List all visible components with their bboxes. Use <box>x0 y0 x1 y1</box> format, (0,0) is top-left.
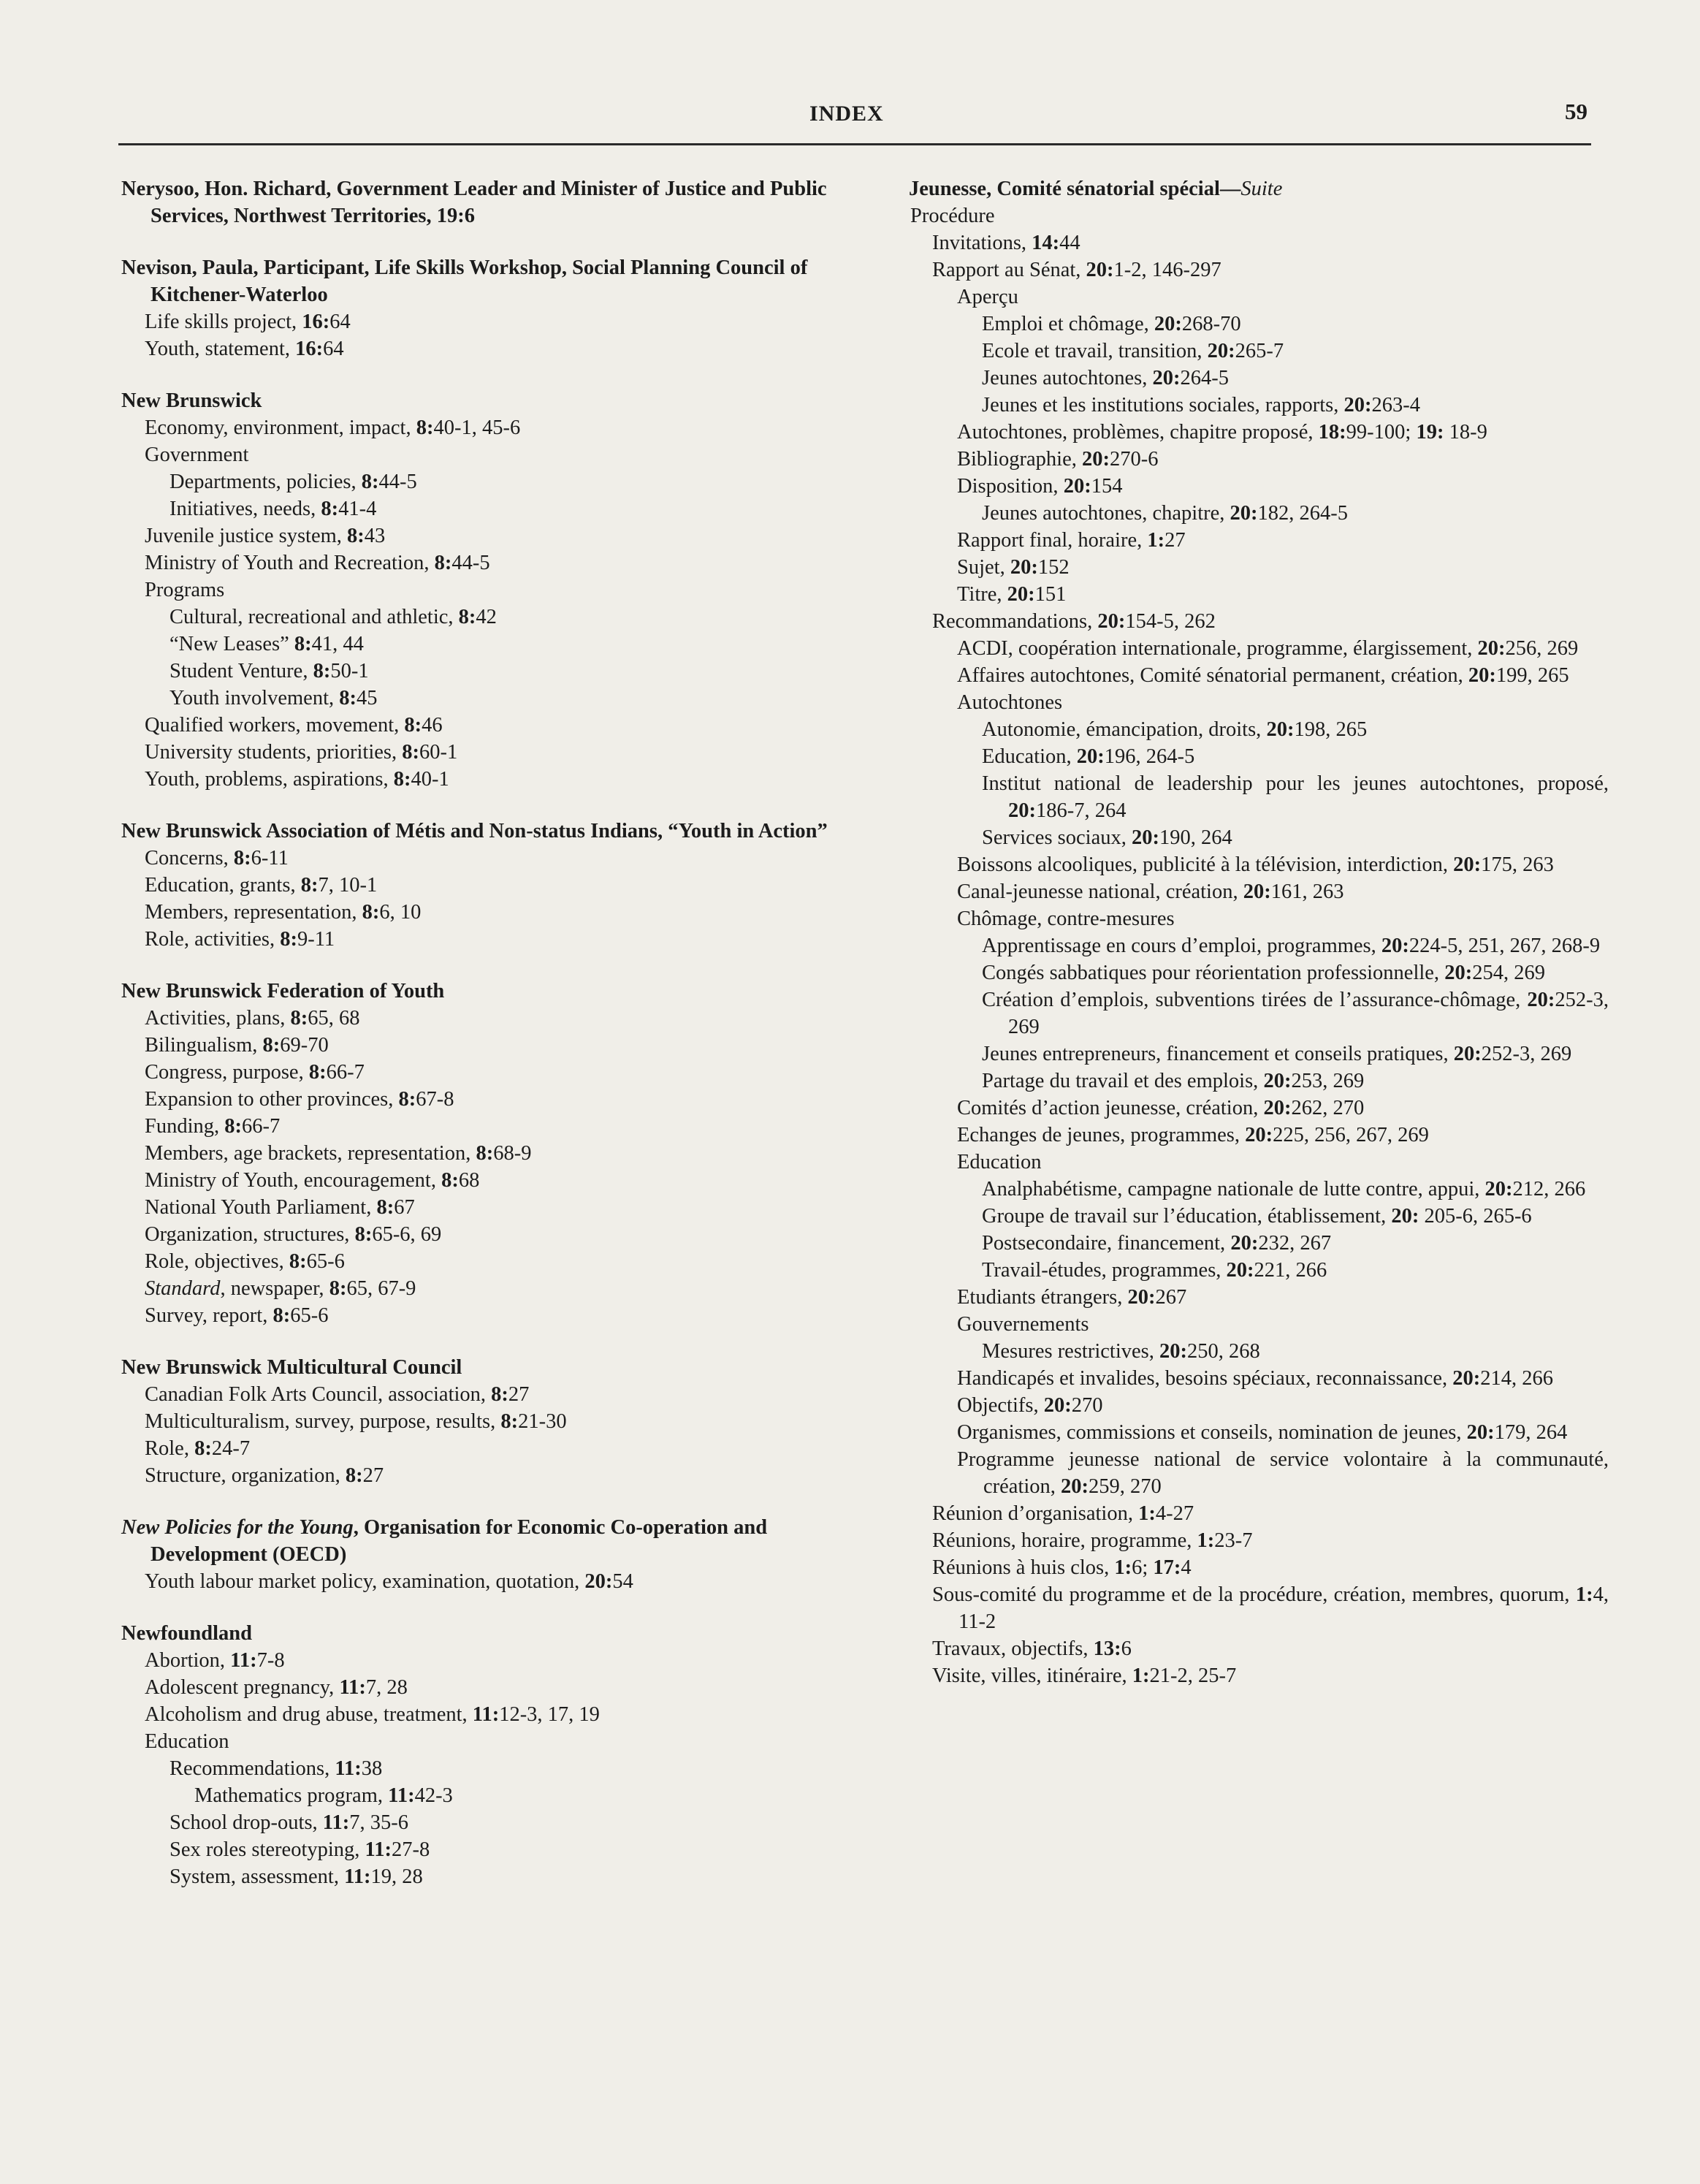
entry-heading: New Brunswick <box>121 389 262 412</box>
subentry: Autonomie, émancipation, droits, 20:198, 265 <box>982 718 1368 741</box>
subentry <box>909 986 1609 1040</box>
subentry: Procédure <box>910 205 995 227</box>
subentry: Partage du travail et des emplois, 20:253, 269 <box>982 1070 1365 1092</box>
subentry-text: Jeunes entrepreneurs, financement et conseils pratiques, 20:252-3, 269 <box>982 1043 1572 1065</box>
subentry: Comités d’action jeunesse, création, 20:262, 270 <box>957 1097 1365 1119</box>
subentry: Education <box>145 1730 229 1753</box>
subentry: Rapport final, horaire, 1:27 <box>957 529 1186 552</box>
subentry: Mesures restrictives, 20:250, 268 <box>982 1340 1260 1363</box>
subentry <box>909 959 1609 986</box>
subentry: Canadian Folk Arts Council, association, 8:27 <box>145 1383 530 1406</box>
subentry-text: Groupe de travail sur l’éducation, établissement, 20: 205-6, 265-6 <box>982 1205 1532 1228</box>
subentry <box>909 1040 1609 1068</box>
entry-nerysoo <box>121 175 852 229</box>
entry-heading: Nevison, Paula, Participant, Life Skills Workshop, Social Planning Council of Kitchener-Waterloo <box>121 256 808 306</box>
entry-new-policies-young <box>121 1514 852 1595</box>
subentry: Bilingualism, 8:69-70 <box>145 1034 329 1057</box>
subentry: Youth, statement, 16:64 <box>145 338 344 360</box>
subentry: Travaux, objectifs, 13:6 <box>932 1637 1132 1660</box>
subentry-text: Boissons alcooliques, publicité à la télévision, interdiction, 20:175, 263 <box>957 853 1554 876</box>
subentry-text: ACDI, coopération internationale, programme, élargissement, 20:256, 269 <box>957 637 1579 660</box>
subentry: Funding, 8:66-7 <box>145 1115 281 1138</box>
subentry <box>121 1275 852 1302</box>
subentry: System, assessment, 11:19, 28 <box>169 1865 423 1888</box>
subentry: Disposition, 20:154 <box>957 475 1123 498</box>
subentry: Ministry of Youth and Recreation, 8:44-5 <box>145 552 490 574</box>
subentry <box>909 1446 1609 1500</box>
subentry-text: Institut national de leadership pour les jeunes autochtones, proposé, 20:186-7, 264 <box>982 772 1609 822</box>
subentry <box>909 770 1609 824</box>
subentry: Education, 20:196, 264-5 <box>982 745 1195 768</box>
subentry-text: Apprentissage en cours d’emploi, programmes, 20:224-5, 251, 267, 268-9 <box>982 935 1601 957</box>
subentry-text: Affaires autochtones, Comité sénatorial permanent, création, 20:199, 265 <box>957 664 1569 687</box>
subentry-text: Congés sabbatiques pour réorientation professionnelle, 20:254, 269 <box>982 962 1545 984</box>
subentry: Bibliographie, 20:270-6 <box>957 448 1159 471</box>
subentry: Objectifs, 20:270 <box>957 1394 1103 1417</box>
subentry <box>909 1203 1609 1230</box>
subentry: Youth involvement, 8:45 <box>169 687 378 709</box>
subentry <box>909 851 1609 878</box>
subentry: Echanges de jeunes, programmes, 20:225, 256, 267, 269 <box>957 1124 1429 1146</box>
entry-nevison <box>121 254 852 362</box>
page-header-title: INDEX <box>809 102 884 126</box>
subentry: Mathematics program, 11:42-3 <box>194 1784 453 1807</box>
subentry: National Youth Parliament, 8:67 <box>145 1196 415 1219</box>
subentry: Juvenile justice system, 8:43 <box>145 525 386 547</box>
subentry: Cultural, recreational and athletic, 8:42 <box>169 606 497 628</box>
subentry: School drop-outs, 11:7, 35-6 <box>169 1811 408 1834</box>
entry-nb-federation-youth <box>121 978 852 1329</box>
subentry: Programs <box>145 579 225 601</box>
subentry: Role, 8:24-7 <box>145 1437 251 1460</box>
subentry: Members, representation, 8:6, 10 <box>145 901 422 924</box>
right-column <box>909 175 1609 1689</box>
subentry: Canal-jeunesse national, création, 20:161, 263 <box>957 880 1344 903</box>
entry-heading: Nerysoo, Hon. Richard, Government Leader and Minister of Justice and Public Services, Northwest Territories, 19:6 <box>121 178 827 227</box>
entry-heading: Jeunesse, Comité sénatorial spécial—Suite <box>909 178 1283 200</box>
subentry: Members, age brackets, representation, 8:68-9 <box>145 1142 532 1165</box>
subentry-text: Programme jeunesse national de service volontaire à la communauté, création, 20:259, 270 <box>957 1448 1609 1498</box>
subentry: Services sociaux, 20:190, 264 <box>982 826 1232 849</box>
subentry: Gouvernements <box>957 1313 1089 1336</box>
subentry <box>909 635 1609 662</box>
subentry: Réunion d’organisation, 1:4-27 <box>932 1502 1194 1525</box>
subentry: Government <box>145 444 249 466</box>
subentry: University students, priorities, 8:60-1 <box>145 741 458 764</box>
subentry: Autochtones <box>957 691 1063 714</box>
entry-heading: New Brunswick Association of Métis and Non-status Indians, “Youth in Action” <box>121 820 828 842</box>
subentry: Alcoholism and drug abuse, treatment, 11:12-3, 17, 19 <box>145 1703 600 1726</box>
subentry-text: Analphabétisme, campagne nationale de lutte contre, appui, 20:212, 266 <box>982 1178 1586 1201</box>
entry-heading: New Brunswick Federation of Youth <box>121 980 445 1002</box>
subentry: Sex roles stereotyping, 11:27-8 <box>169 1838 430 1861</box>
subentry: Youth, problems, aspirations, 8:40-1 <box>145 768 449 791</box>
subentry: Invitations, 14:44 <box>932 232 1080 254</box>
subentry: Postsecondaire, financement, 20:232, 267 <box>982 1232 1332 1255</box>
subentry: Titre, 20:151 <box>957 583 1067 606</box>
subentry: Réunions à huis clos, 1:6; 17:4 <box>932 1556 1192 1579</box>
subentry: Jeunes autochtones, 20:264-5 <box>982 367 1229 389</box>
subentry: Role, activities, 8:9-11 <box>145 928 335 951</box>
subentry: Youth labour market policy, examination, quotation, 20:54 <box>145 1570 633 1593</box>
subentry: Abortion, 11:7-8 <box>145 1649 285 1672</box>
subentry-text: Organismes, commissions et conseils, nomination de jeunes, 20:179, 264 <box>957 1421 1568 1444</box>
heading-main: Jeunesse, Comité sénatorial spécial <box>909 178 1220 200</box>
subentry: Survey, report, 8:65-6 <box>145 1304 329 1327</box>
entry-new-brunswick <box>121 387 852 793</box>
subentry: “New Leases” 8:41, 44 <box>169 633 364 655</box>
subentry <box>909 1581 1609 1635</box>
subentry: Education <box>957 1151 1042 1173</box>
subentry <box>909 1365 1609 1392</box>
entry-nb-association-metis <box>121 818 852 953</box>
heading-suite: Suite <box>1240 178 1283 200</box>
subentry: Ministry of Youth, encouragement, 8:68 <box>145 1169 480 1192</box>
subentry: Concerns, 8:6-11 <box>145 847 289 870</box>
subentry: Chômage, contre-mesures <box>957 908 1175 930</box>
subentry: Initiatives, needs, 8:41-4 <box>169 498 377 520</box>
subentry: Expansion to other provinces, 8:67-8 <box>145 1088 454 1111</box>
header-rule <box>118 143 1591 145</box>
entry-nb-multicultural-council <box>121 1354 852 1489</box>
subentry: Congress, purpose, 8:66-7 <box>145 1061 365 1084</box>
subentry: Structure, organization, 8:27 <box>145 1464 384 1487</box>
subentry: Activities, plans, 8:65, 68 <box>145 1007 360 1030</box>
subentry: Ecole et travail, transition, 20:265-7 <box>982 340 1284 362</box>
subentry: Organization, structures, 8:65-6, 69 <box>145 1223 442 1246</box>
page-number: 59 <box>1565 99 1587 124</box>
subentry <box>909 932 1609 959</box>
subentry: Life skills project, 16:64 <box>145 311 351 333</box>
subentry: Sujet, 20:152 <box>957 556 1070 579</box>
italic-title: Standard <box>145 1277 221 1300</box>
subentry: Departments, policies, 8:44-5 <box>169 471 417 493</box>
subentry: Réunions, horaire, programme, 1:23-7 <box>932 1529 1253 1552</box>
subentry: Emploi et chômage, 20:268-70 <box>982 313 1241 335</box>
subentry: Jeunes et les institutions sociales, rapports, 20:263-4 <box>982 394 1421 416</box>
subentry: Travail-études, programmes, 20:221, 266 <box>982 1259 1327 1282</box>
subentry: Autochtones, problèmes, chapitre proposé, 18:99-100; 19: 18-9 <box>957 421 1487 444</box>
left-column <box>121 175 852 1915</box>
subentry-rest: , newspaper, 8:65, 67-9 <box>220 1277 416 1300</box>
subentry: Rapport au Sénat, 20:1-2, 146-297 <box>932 259 1221 281</box>
subentry: Adolescent pregnancy, 11:7, 28 <box>145 1676 408 1699</box>
subentry <box>909 662 1609 689</box>
subentry-text: Handicapés et invalides, besoins spéciaux, reconnaissance, 20:214, 266 <box>957 1367 1553 1390</box>
subentry: Recommendations, 11:38 <box>169 1757 383 1780</box>
subentry: Economy, environment, impact, 8:40-1, 45-6 <box>145 416 521 439</box>
subentry: Recommandations, 20:154-5, 262 <box>932 610 1216 633</box>
subentry: Etudiants étrangers, 20:267 <box>957 1286 1187 1309</box>
subentry: Role, objectives, 8:65-6 <box>145 1250 345 1273</box>
entry-heading <box>121 1514 852 1568</box>
italic-title: New Policies for the Young <box>121 1516 354 1539</box>
subentry <box>909 1176 1609 1203</box>
subentry: Aperçu <box>957 286 1018 308</box>
entry-heading: Newfoundland <box>121 1622 252 1645</box>
entry-newfoundland <box>121 1620 852 1890</box>
subentry: Education, grants, 8:7, 10-1 <box>145 874 378 897</box>
subentry: Student Venture, 8:50-1 <box>169 660 369 682</box>
subentry: Qualified workers, movement, 8:46 <box>145 714 443 737</box>
subentry-text: Création d’emplois, subventions tirées de l’assurance-chômage, 20:252-3, 269 <box>982 989 1609 1038</box>
entry-heading: New Brunswick Multicultural Council <box>121 1356 462 1379</box>
subentry-text: Sous-comité du programme et de la procédure, création, membres, quorum, 1:4, 11-2 <box>932 1583 1609 1633</box>
subentry: Multiculturalism, survey, purpose, results, 8:21-30 <box>145 1410 567 1433</box>
heading-rest: , Organisation for Economic Co-operation and Development (OECD) <box>150 1516 768 1566</box>
subentry <box>909 1419 1609 1446</box>
subentry: Visite, villes, itinéraire, 1:21-2, 25-7 <box>932 1664 1237 1687</box>
subentry: Jeunes autochtones, chapitre, 20:182, 264-5 <box>982 502 1349 525</box>
